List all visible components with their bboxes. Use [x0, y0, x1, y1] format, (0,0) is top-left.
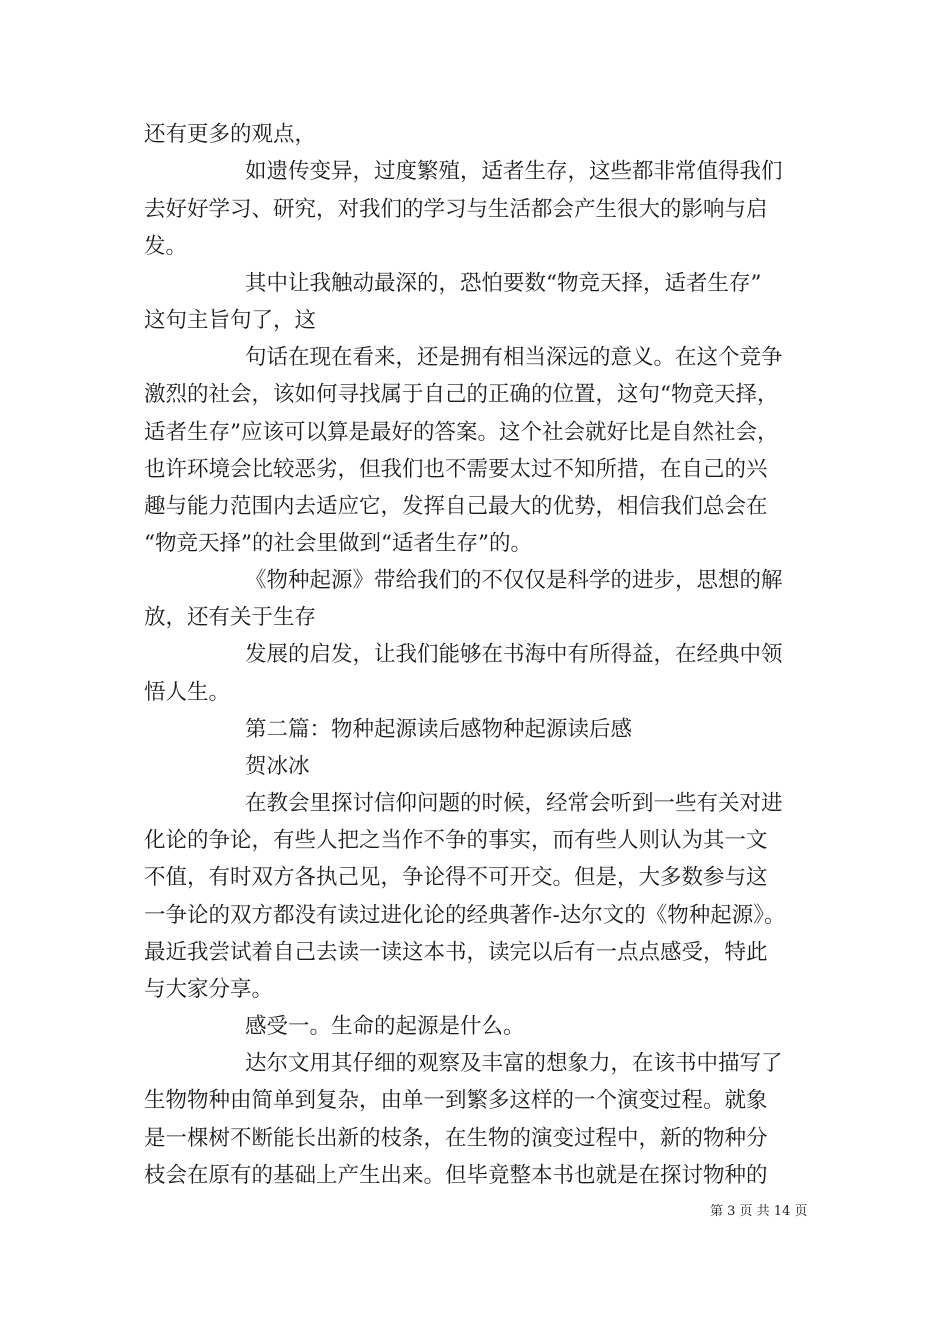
- text-line: “物竞天择”的社会里做到“适者生存”的。: [144, 531, 532, 556]
- text-line: 最近我尝试着自己去读一读这本书，读完以后有一点点感受，特此: [144, 940, 768, 965]
- text-line: 是一棵树不断能长出新的枝条，在生物的演变过程中，新的物种分: [144, 1126, 768, 1151]
- text-line: 悟人生。: [144, 680, 231, 705]
- text-line: 还有更多的观点，: [144, 122, 317, 147]
- text-line: 枝会在原有的基础上产生出来。但毕竟整本书也就是在探讨物种的: [144, 1163, 768, 1188]
- text-line: 放，还有关于生存: [144, 605, 317, 630]
- text-line: 不值，有时双方各执己见，争论得不可开交。但是，大多数参与这: [144, 865, 768, 890]
- text-line: 句话在现在看来，还是拥有相当深远的意义。在这个竞争: [245, 345, 783, 370]
- text-line: 去好好学习、研究，对我们的学习与生活都会产生很大的影响与启: [144, 197, 768, 222]
- text-line: 在教会里探讨信仰问题的时候，经常会听到一些有关对进: [245, 791, 783, 816]
- text-line: 适者生存”应该可以算是最好的答案。这个社会就好比是自然社会，: [144, 420, 779, 445]
- text-line: 其中让我触动最深的，恐怕要数“物竞天择，适者生存”: [245, 271, 762, 296]
- text-line: 也许环境会比较恶劣，但我们也不需要太过不知所措，在自己的兴: [144, 457, 768, 482]
- page-number: 第 3 页 共 14 页: [710, 1204, 808, 1219]
- text-line: 《物种起源》带给我们的不仅仅是科学的进步，思想的解: [245, 568, 783, 593]
- text-line: 达尔文用其仔细的观察及丰富的想象力，在该书中描写了: [245, 1051, 783, 1076]
- text-line: 激烈的社会，该如何寻找属于自己的正确的位置，这句“物竞天择，: [144, 382, 779, 407]
- subheading: 感受一。生命的起源是什么。: [245, 1014, 525, 1039]
- text-line: 趣与能力范围内去适应它，发挥自己最大的优势，相信我们总会在: [144, 494, 768, 519]
- text-line: 发。: [144, 234, 188, 259]
- text-line: 发展的启发，让我们能够在书海中有所得益，在经典中领: [245, 642, 783, 667]
- section-heading: 第二篇：物种起源读后感物种起源读后感: [245, 717, 633, 742]
- text-line: 生物物种由简单到复杂，由单一到繁多这样的一个演变过程。就象: [144, 1088, 768, 1113]
- text-line: 化论的争论，有些人把之当作不争的事实，而有些人则认为其一文: [144, 828, 768, 853]
- text-line: 与大家分享。: [144, 977, 274, 1002]
- text-line: 一争论的双方都没有读过进化论的经典著作-达尔文的《物种起源》。: [144, 903, 786, 928]
- author-name: 贺冰冰: [245, 754, 310, 779]
- text-line: 如遗传变异，过度繁殖，适者生存，这些都非常值得我们: [245, 159, 783, 184]
- text-line: 这句主旨句了，这: [144, 308, 317, 333]
